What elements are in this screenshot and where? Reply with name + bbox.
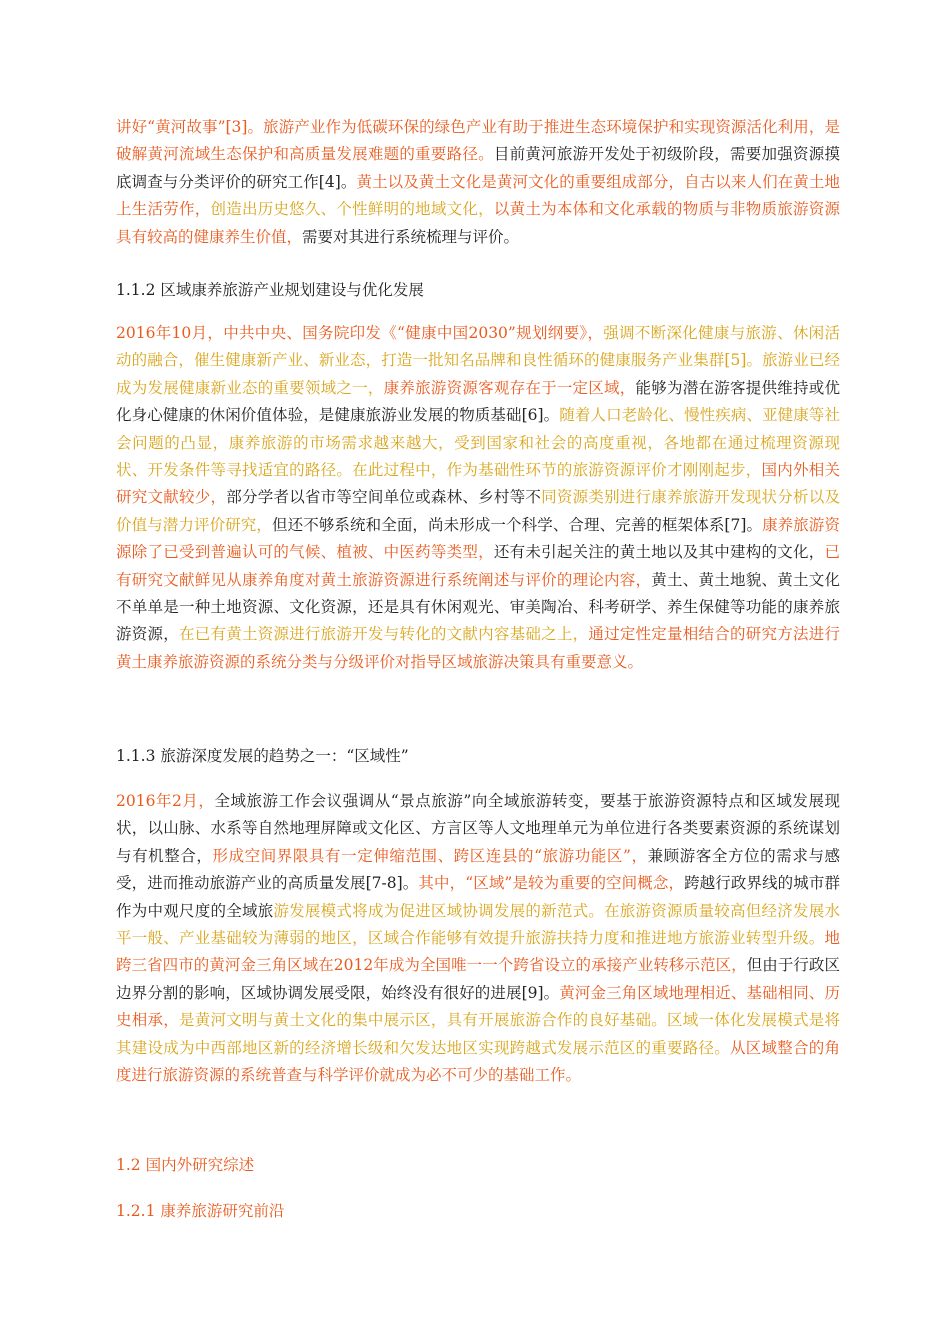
paragraph-regional-development xyxy=(116,788,840,1089)
text-segment: 在此过程中，作为基础性环节的旅游资源评价才刚刚起步， xyxy=(352,461,762,480)
text-segment: 讲好“黄河故事”[3]。旅游产业作为低碳环保的绿色产业有助于推进生态环境保护和实现资源活化利用，是破解黄河流域生态保护和高质量发展难题的重要路径。 xyxy=(116,118,840,164)
text-segment: 2016年2月， xyxy=(116,792,215,810)
text-segment: 其中，“区域”是较为重要的空间概念， xyxy=(418,874,685,893)
text-segment: 还有未引起关注的黄土地以及其中建构的文化， xyxy=(493,543,825,562)
text-segment: 黄河金三角区域地理相近、基础相同、历史相承， xyxy=(116,983,840,1030)
text-segment: 兼顾游客全方位的需求与感受，进而推动旅游产业的高质量发展[7-8]。 xyxy=(116,846,840,893)
text-segment: 国内外相关研究文献较少， xyxy=(116,461,840,507)
text-segment: 在旅游资源质量较高但经济发展水平一般、产业基础较为薄弱的地区，区域合作能够有效提升旅游扶持力度和推进地方旅游业转型升级。 xyxy=(116,901,840,948)
text-segment: 需要对其进行系统梳理与评价。 xyxy=(302,227,520,246)
text-segment: 但还不够系统和全面，尚未形成一个科学、合理、完善的框架体系[7]。 xyxy=(272,515,763,534)
text-segment: 跨越行政界线的城市群作为中观尺度的全域旅 xyxy=(116,874,840,920)
text-segment: 康养旅游资源客观存在于一定区域， xyxy=(383,378,636,397)
text-segment: 全域旅游工作会议强调从“景点旅游”向全域旅游转变，要基于旅游资源特点和区域发展现状，以山脉、水系等自然地理屏障或文化区、方言区等人文地理单元为单位进行各类要素资源的系统谋划与有机整合， xyxy=(116,792,840,865)
section-heading-1-1-3: 1.1.3 旅游深度发展的趋势之一：“区域性” xyxy=(116,747,409,765)
text-segment: 部分学者以省市等空间单位或森林、乡村等不 xyxy=(226,488,542,507)
section-heading-1-2-1: 1.2.1 康养旅游研究前沿 xyxy=(116,1202,285,1220)
text-segment: 旅游业已经成为发展健康新业态的重要领域之一， xyxy=(116,351,840,397)
text-segment: 地跨三省四市的黄河金三角区域在2012年成为全国唯一一个跨省设立的承接产业转移示范区， xyxy=(116,929,840,975)
text-segment: 是黄河文明与黄土文化的集中展示区，具有开展旅游合作的良好基础。 xyxy=(178,1011,668,1030)
text-segment: 黄土以及黄土文化是黄河文化的重要组成部分，自古以来人们在黄土地上生活劳作， xyxy=(116,172,840,219)
text-segment: 已有研究文献鲜见从康养角度对黄土旅游资源进行系统阐述与评价的理论内容， xyxy=(116,543,840,589)
section-heading-1-1-2: 1.1.2 区域康养旅游产业规划建设与优化发展 xyxy=(116,281,424,299)
text-segment: 在已有黄土资源进行旅游开发与转化的文献内容基础之上， xyxy=(178,625,589,644)
text-segment: 能够为潜在游客提供维持或优化身心健康的休闲价值体验，是健康旅游业发展的物质基础[6]。 xyxy=(116,378,840,425)
text-segment: 区域一体化发展模式是将其建设成为中西部地区新的经济增长级和欠发达地区实现跨越式发展示范区的重要路径。 xyxy=(116,1011,840,1057)
text-segment: 创造出历史悠久、个性鲜明的地域文化， xyxy=(210,200,494,219)
text-segment: 黄土、黄土地貌、黄土文化不单单是一种土地资源、文化资源，还是具有休闲观光、审美陶冶、科考研学、养生保健等功能的康养旅游资源， xyxy=(116,570,840,644)
text-segment: 2016年10月，中共中央、国务院印发《“健康中国2030”规划纲要》， xyxy=(116,324,604,342)
text-segment: 通过定性定量相结合的研究方法进行黄土康养旅游资源的系统分类与分级评价对指导区域旅游决策具有重要意义。 xyxy=(116,625,840,671)
paragraph-health-tourism-planning xyxy=(116,320,840,676)
text-segment: 形成空间界限具有一定伸缩范围、跨区连县的“旅游功能区”， xyxy=(212,846,648,865)
text-segment: 康养旅游的市场需求越来越大，受到国家和社会的高度重视，各地都在通过梳理资源现状、开发条件等寻找适宜的路径。 xyxy=(116,433,840,480)
text-segment: 强调不断深化健康与旅游、休闲活动的融合，催生健康新产业、新业态，打造一批知名品牌和良性循环的健康服务产业集群[5]。 xyxy=(116,324,840,370)
section-heading-1-2: 1.2 国内外研究综述 xyxy=(116,1156,255,1174)
paragraph-yellow-river-story xyxy=(116,114,840,251)
text-segment: 以黄土为本体和文化承载的物质与非物质旅游资源具有较高的健康养生价值， xyxy=(116,200,840,246)
text-segment: 随着人口老龄化、慢性疾病、亚健康等社会问题的凸显， xyxy=(116,406,840,452)
text-segment: 但由于行政区边界分割的影响，区域协调发展受限，始终没有很好的进展[9]。 xyxy=(116,956,840,1002)
text-segment: 康养旅游资源除了已受到普遍认可的气候、植被、中医药等类型， xyxy=(116,515,840,562)
text-segment: 同资源类别进行康养旅游开发现状分析以及价值与潜力评价研究， xyxy=(116,488,840,534)
text-segment: 目前黄河旅游开发处于初级阶段，需要加强资源摸底调查与分类评价的研究工作[4]。 xyxy=(116,145,840,191)
text-segment: 游发展模式将成为促进区域协调发展的新范式。 xyxy=(273,901,605,920)
text-segment: 从区域整合的角度进行旅游资源的系统普查与科学评价就成为必不可少的基础工作。 xyxy=(116,1038,840,1085)
